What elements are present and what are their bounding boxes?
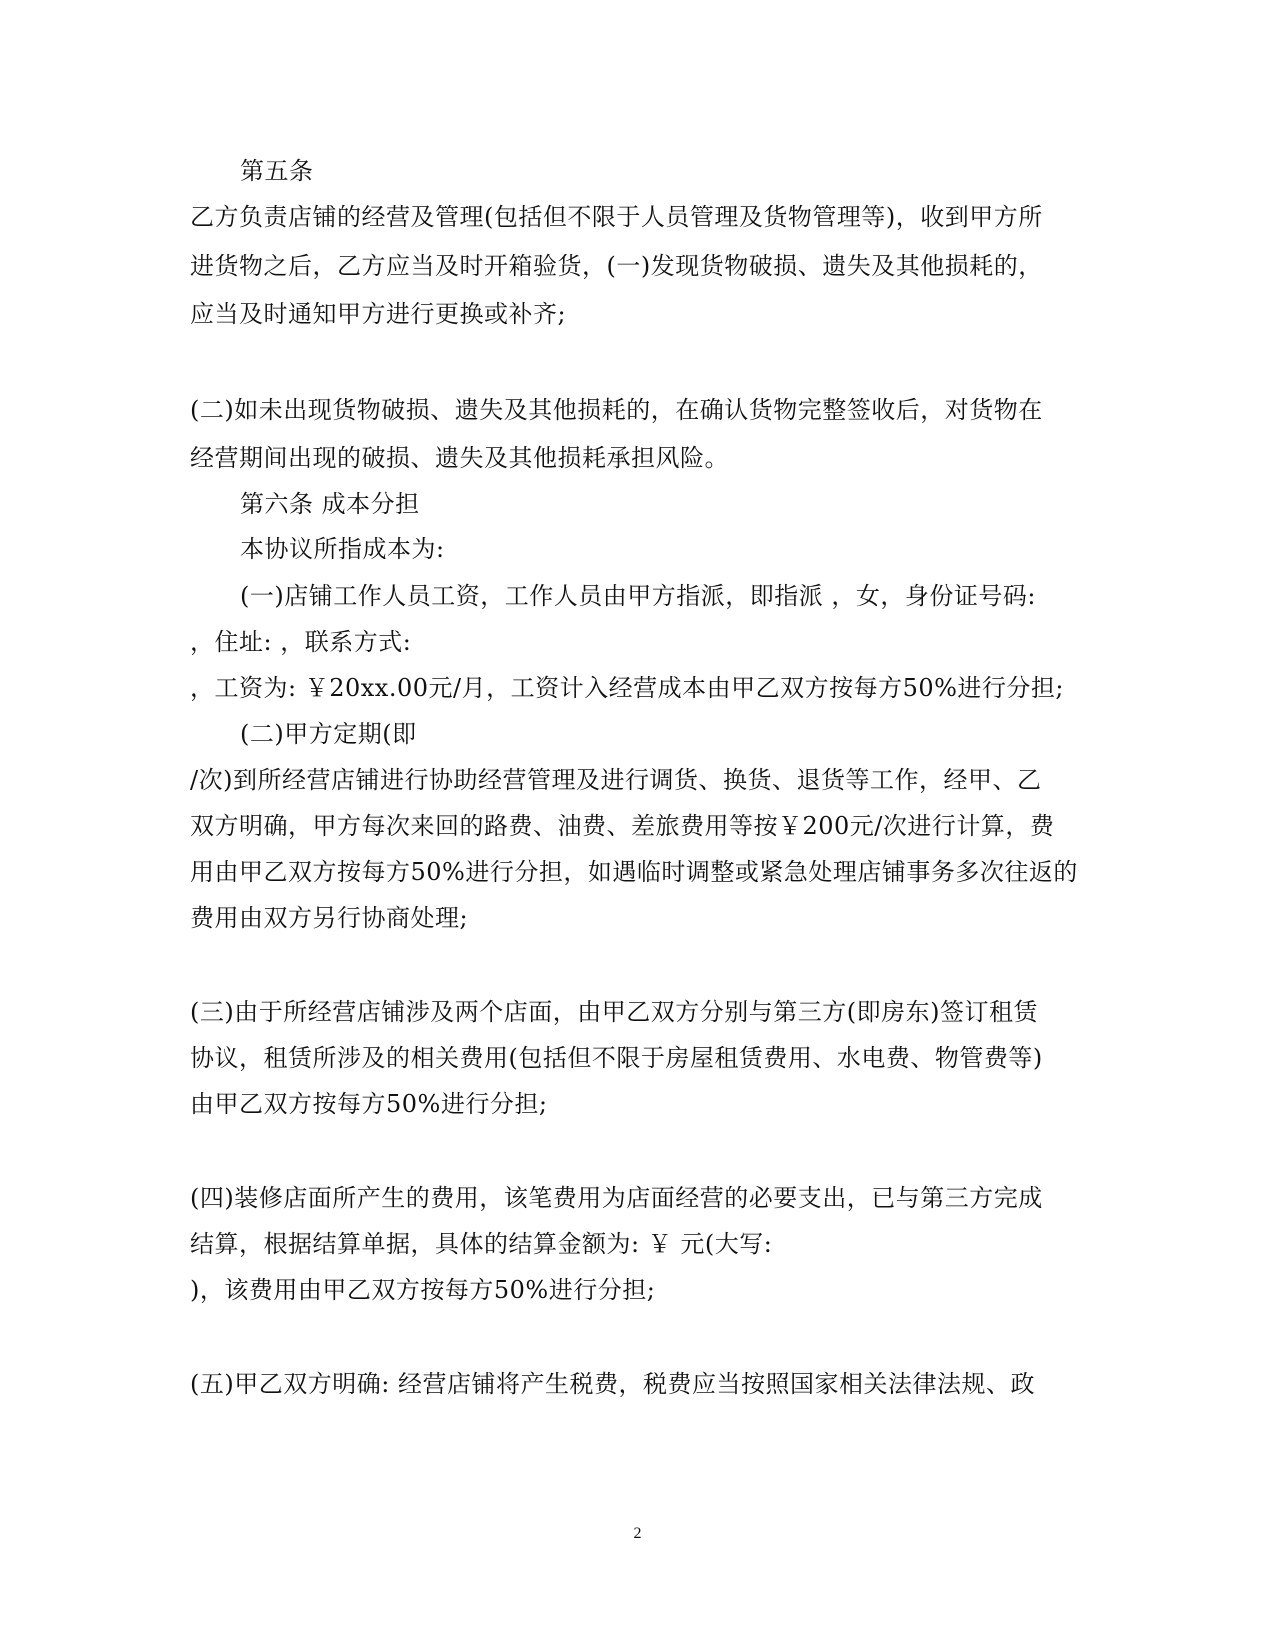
- article-6-item-2-line-4: 用由甲乙双方按每方50%进行分担，如遇临时调整或紧急处理店铺事务多次往返的: [190, 858, 1078, 886]
- page-number: 2: [633, 1525, 642, 1542]
- article-6-item-4-line-3: )，该费用由甲乙双方按每方50%进行分担;: [190, 1276, 656, 1304]
- article-5-line-2: 进货物之后，乙方应当及时开箱验货，(一)发现货物破损、遗失及其他损耗的，: [190, 252, 1043, 280]
- article-6-item-3-line-1: (三)由于所经营店铺涉及两个店面，由甲乙双方分别与第三方(即房东)签订租赁: [190, 998, 1038, 1026]
- article-5-item-2-line-1: (二)如未出现货物破损、遗失及其他损耗的，在确认货物完整签收后，对货物在: [190, 396, 1043, 424]
- article-5-item-2-line-2: 经营期间出现的破损、遗失及其他损耗承担风险。: [190, 444, 729, 472]
- article-6-item-1-line-3: ，工资为: ￥20xx.00元/月，工资计入经营成本由甲乙双方按每方50%进行分担;: [190, 674, 1065, 702]
- article-5-heading: 第五条: [240, 157, 314, 185]
- article-6-item-5-line-1: (五)甲乙双方明确: 经营店铺将产生税费，税费应当按照国家相关法律法规、政: [190, 1370, 1035, 1398]
- article-6-item-3-line-2: 协议，租赁所涉及的相关费用(包括但不限于房屋租赁费用、水电费、物管费等): [190, 1044, 1043, 1072]
- article-6-item-1-line-2: ，住址: ，联系方式:: [190, 628, 412, 656]
- article-6-item-2-line-2: /次)到所经营店铺进行协助经营管理及进行调货、换货、退货等工作，经甲、乙: [190, 766, 1042, 794]
- article-6-item-2-line-1: (二)甲方定期(即: [240, 720, 417, 748]
- article-6-item-2-line-5: 费用由双方另行协商处理;: [190, 904, 469, 932]
- article-6-item-4-line-1: (四)装修店面所产生的费用，该笔费用为店面经营的必要支出，已与第三方完成: [190, 1184, 1043, 1212]
- article-6-item-3-line-3: 由甲乙双方按每方50%进行分担;: [190, 1090, 548, 1118]
- article-6-intro: 本协议所指成本为:: [240, 535, 445, 563]
- article-5-line-3: 应当及时通知甲方进行更换或补齐;: [190, 300, 567, 328]
- article-6-item-2-line-3: 双方明确，甲方每次来回的路费、油费、差旅费用等按￥200元/次进行计算，费: [190, 812, 1055, 840]
- article-6-heading: 第六条 成本分担: [240, 490, 420, 518]
- article-6-item-1-line-1: (一)店铺工作人员工资，工作人员由甲方指派，即指派 ，女，身份证号码:: [240, 582, 1036, 610]
- article-6-item-4-line-2: 结算，根据结算单据，具体的结算金额为: ￥ 元(大写:: [190, 1230, 773, 1258]
- article-5-line-1: 乙方负责店铺的经营及管理(包括但不限于人员管理及货物管理等)，收到甲方所: [190, 203, 1043, 231]
